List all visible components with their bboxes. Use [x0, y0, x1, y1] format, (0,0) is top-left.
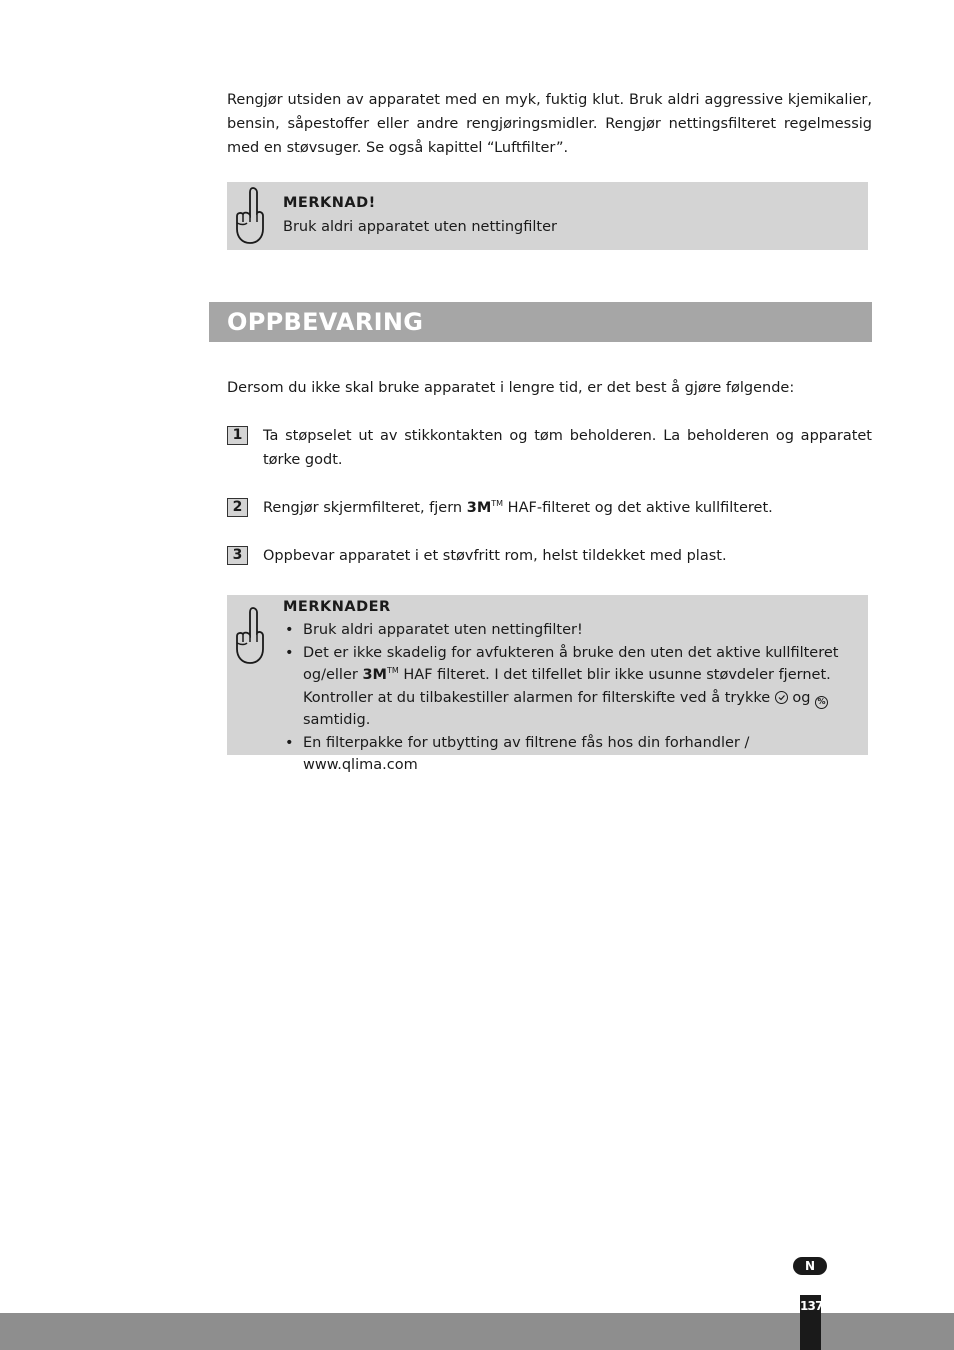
step-text-pre: Rengjør skjermfilteret, fjern [263, 500, 467, 516]
list-item-text: Det er ikke skadelig for avfukteren å bruke den uten det aktive kullfilteret og/eller [303, 644, 839, 683]
brand-3m: 3M [362, 667, 387, 683]
step-number: 3 [227, 546, 248, 565]
notes-title: MERKNADER [283, 599, 391, 615]
trademark: TM [491, 499, 504, 508]
language-badge: N [793, 1257, 827, 1275]
trademark: TM [386, 666, 399, 675]
note-box [227, 182, 868, 250]
pointing-hand-icon [233, 185, 267, 247]
notes-box [227, 595, 868, 773]
brand-3m: 3M [466, 500, 492, 516]
humidity-percent-icon: % [815, 696, 828, 709]
page-number: 137 [800, 1295, 821, 1350]
notes-list [283, 619, 858, 777]
list-item [283, 642, 858, 732]
section-heading: OPPBEVARING [227, 308, 424, 336]
step-number: 2 [227, 498, 248, 517]
list-item: • En filterpakke for utbytting av filtrene fås hos din forhandler / www.qlima.com [283, 732, 858, 777]
note-text: Bruk aldri apparatet uten nettingfilter [283, 219, 557, 235]
list-item-text: og [787, 689, 816, 706]
section-heading-bar [209, 302, 872, 342]
step-text: Oppbevar apparatet i et støvfritt rom, helst tildekket med plast. [263, 548, 727, 564]
list-item-text: samtidig. [303, 712, 371, 728]
list-item-text: HAF filteret. I det tilfellet blir ikke usunne støvdeler fjernet. Kontroller at du tilbakestiller alarmen for filterskifte ved å trykke [303, 667, 831, 706]
step-number: 1 [227, 426, 248, 445]
step-text: Ta støpselet ut av stikkontakten og tøm beholderen. La beholderen og apparatet tørke godt. [263, 428, 872, 468]
pointing-hand-icon [233, 605, 267, 667]
step-text-post: HAF-filteret og det aktive kullfilteret. [503, 500, 773, 516]
check-button-icon [775, 691, 788, 704]
section-lead: Dersom du ikke skal bruke apparatet i lengre tid, er det best å gjøre følgende: [227, 380, 795, 396]
step-text [263, 496, 872, 520]
intro-paragraph: Rengjør utsiden av apparatet med en myk, fuktig klut. Bruk aldri aggressive kjemikalier, bensin, såpestoffer eller andre rengjøringsmidler. Rengjør nettingsfilteret regelmessig med en støvsuger. Se også kapittel “Luftfilter”. [227, 92, 872, 156]
note-title: MERKNAD! [283, 195, 376, 211]
list-item: • Bruk aldri apparatet uten nettingfilter! [283, 619, 858, 642]
